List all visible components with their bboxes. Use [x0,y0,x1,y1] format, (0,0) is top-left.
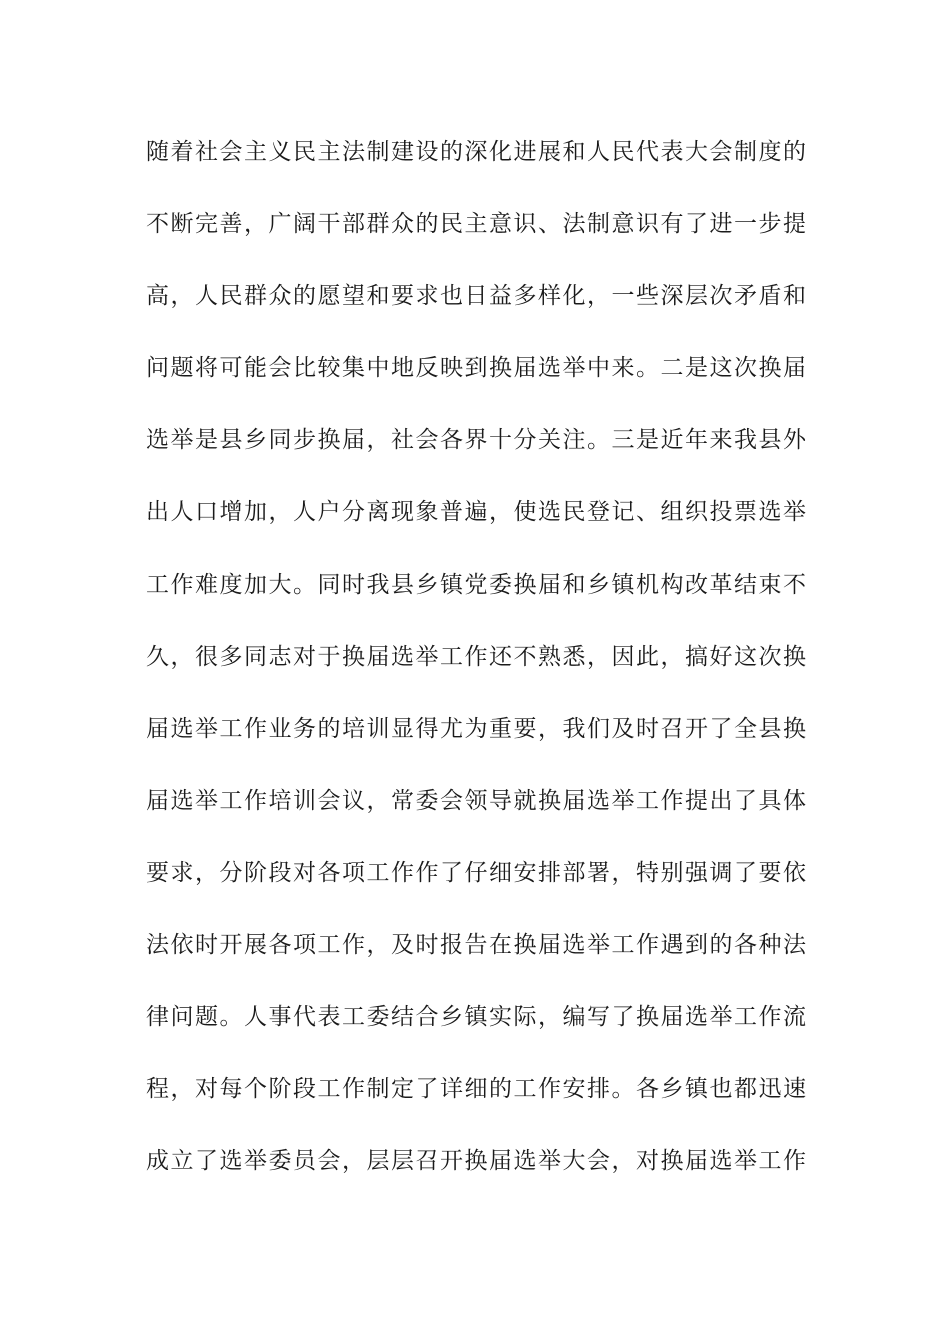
text-line: 律问题。人事代表工委结合乡镇实际，编写了换届选举工作流 [146,1004,806,1031]
text-line: 要求，分阶段对各项工作作了仔细安排部署，特别强调了要依 [146,859,806,886]
text-line: 久，很多同志对于换届选举工作还不熟悉，因此，搞好这次换 [146,643,806,670]
text-line: 出人口增加，人户分离现象普遍，使选民登记、组织投票选举 [146,499,806,526]
text-line: 届选举工作培训会议，常委会领导就换届选举工作提出了具体 [146,787,806,814]
body-paragraph [146,128,806,1209]
text-line: 届选举工作业务的培训显得尤为重要，我们及时召开了全县换 [146,715,806,742]
text-line: 工作难度加大。同时我县乡镇党委换届和乡镇机构改革结束不 [146,571,806,598]
text-line: 高，人民群众的愿望和要求也日益多样化，一些深层次矛盾和 [146,283,806,310]
text-line: 选举是县乡同步换届，社会各界十分关注。三是近年来我县外 [146,427,806,454]
text-line: 程，对每个阶段工作制定了详细的工作安排。各乡镇也都迅速 [146,1076,806,1103]
text-line: 法依时开展各项工作，及时报告在换届选举工作遇到的各种法 [146,932,806,959]
text-line: 随着社会主义民主法制建设的深化进展和人民代表大会制度的 [146,139,806,165]
text-line: 问题将可能会比较集中地反映到换届选举中来。二是这次换届 [146,355,806,382]
text-line: 成立了选举委员会，层层召开换届选举大会，对换届选举工作 [146,1148,806,1175]
text-line: 不断完善，广阔干部群众的民主意识、法制意识有了进一步提 [146,211,806,238]
